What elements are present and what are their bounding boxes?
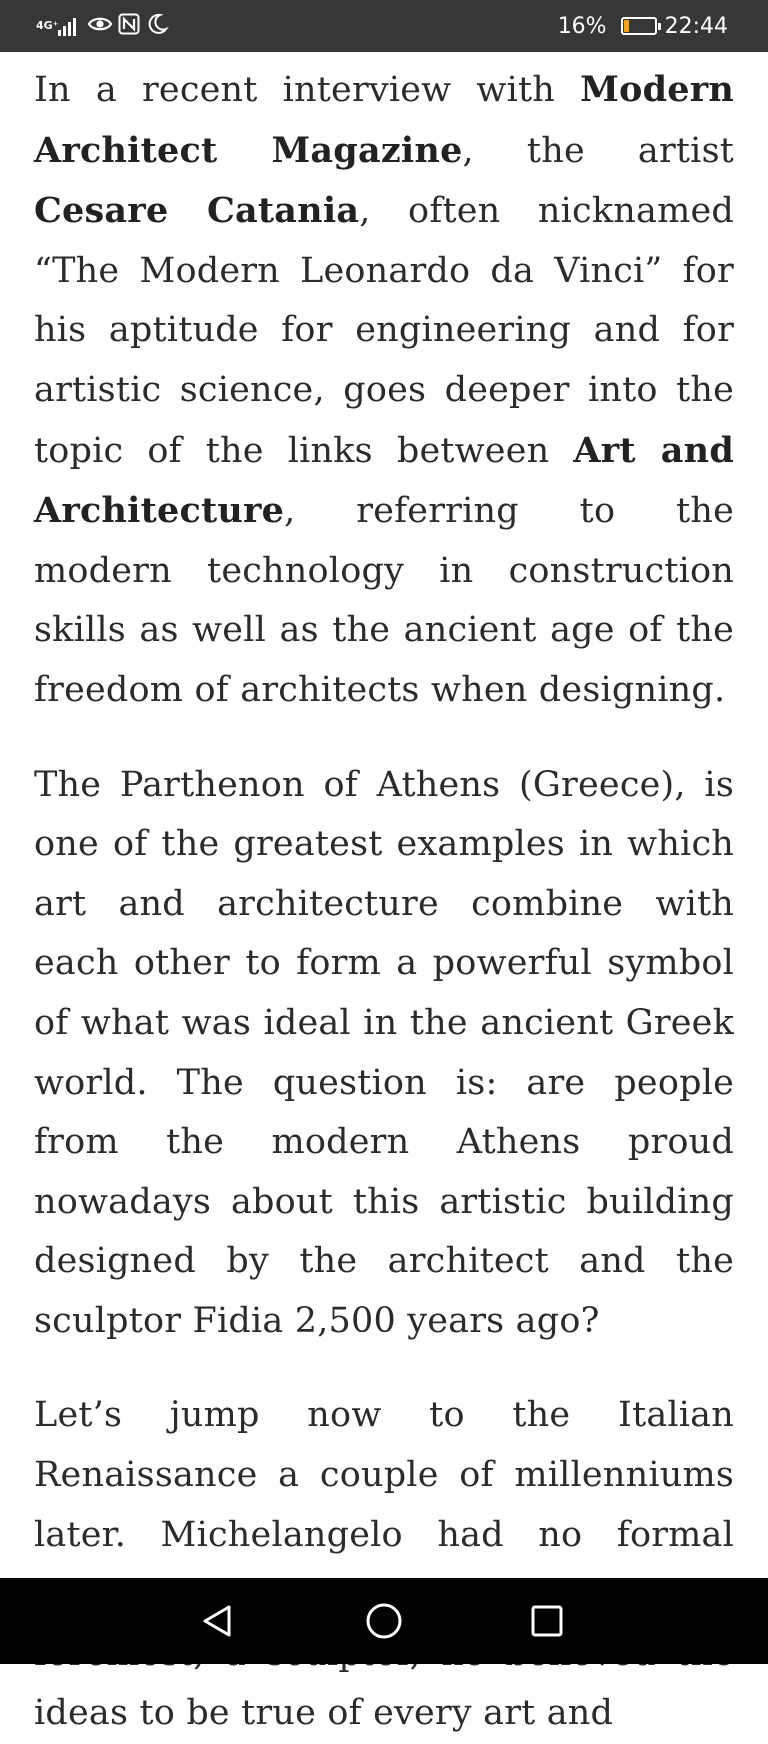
- status-icons-left: [36, 10, 168, 42]
- moon-icon: [146, 13, 168, 39]
- topic-name: Art and Architecture: [34, 429, 734, 532]
- article-paragraph-2: The Parthenon of Athens (Greece), is one of the greatest examples in which art and architecture combine with each other to form a powerful symbol of what was ideal in the ancient Greek world. The question is: are people from the modern Athens proud nowadays about this artistic building designed by the architect and the sculptor Fidia 2,500 years ago?: [34, 764, 734, 1341]
- home-button[interactable]: [359, 1596, 409, 1646]
- back-triangle-icon: [199, 1601, 239, 1641]
- back-button[interactable]: [194, 1596, 244, 1646]
- recents-square-icon: [527, 1601, 567, 1641]
- navigation-bar: [0, 1578, 768, 1664]
- home-circle-icon: [364, 1601, 404, 1641]
- battery-icon: [621, 17, 657, 35]
- magazine-name: Modern Architect Magazine: [34, 69, 734, 171]
- text-span: , referring to the modern technology in construction skills as well as the ancient age of the freedom of architects when designing.: [34, 491, 734, 710]
- signal-icon: [58, 16, 76, 36]
- article-paragraph-3: Let’s jump now to the Italian Renaissance a couple of millenniums later. Michelangelo had no formal ideas to be true of every art and: [34, 1395, 734, 1734]
- status-icons-right: [558, 10, 728, 42]
- eye-icon: [88, 14, 112, 38]
- clock: 22:44: [664, 13, 728, 39]
- network-type-label: 4G⁺: [36, 19, 59, 32]
- text-span: In a recent interview with: [34, 70, 581, 110]
- text-span: , the artist: [462, 130, 734, 171]
- article-paragraph-1: [34, 60, 734, 721]
- battery-percent: 16%: [557, 13, 607, 39]
- artist-name: Cesare Catania: [34, 190, 360, 232]
- status-bar: [0, 0, 768, 52]
- text-span: , often nicknamed “The Modern Leonardo da Vinci” for his aptitude for engineering and for artistic science, goes deeper into the topic of the links between: [34, 191, 734, 471]
- nfc-icon: [118, 13, 140, 39]
- recents-button[interactable]: [522, 1596, 572, 1646]
- article-body: [0, 60, 768, 1744]
- article-viewport[interactable]: [0, 52, 768, 1734]
- battery-level: [624, 20, 629, 32]
